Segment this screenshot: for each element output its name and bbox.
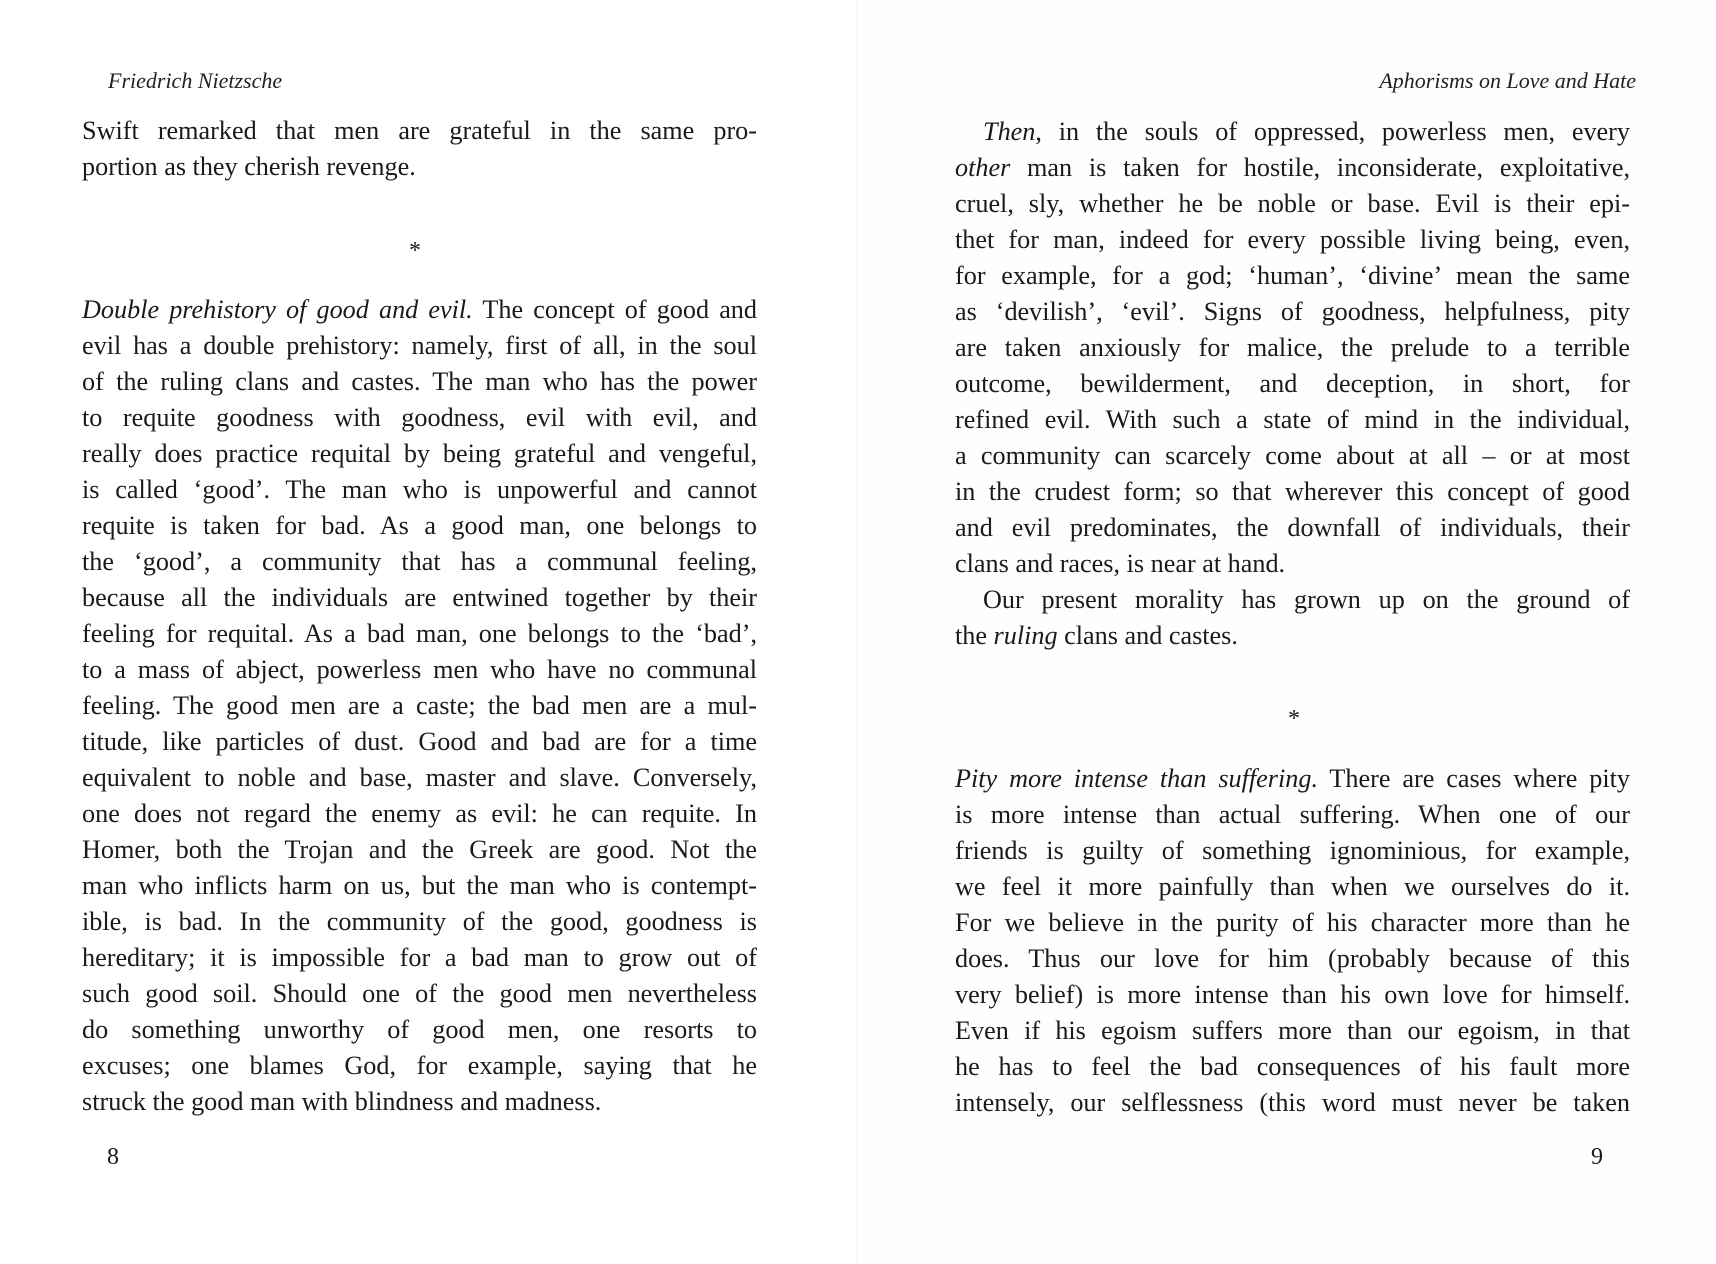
- text-line: a community can scarcely come about at all – or at most: [955, 441, 1630, 470]
- right-page: [858, 0, 1716, 1264]
- text-line: in the crudest form; so that wherever this concept of good: [955, 477, 1630, 506]
- text-line: because all the individuals are entwined together by their: [82, 583, 757, 612]
- text-line: to a mass of abject, powerless men who have no communal: [82, 655, 757, 684]
- text-line: Our present morality has grown up on the ground of: [983, 585, 1630, 614]
- text-line: does. Thus our love for him (probably because of this: [955, 944, 1630, 973]
- text-line: friends is guilty of something ignominious, for example,: [955, 836, 1630, 865]
- text-line: are taken anxiously for malice, the prelude to a terrible: [955, 333, 1630, 362]
- text-line: titude, like particles of dust. Good and bad are for a time: [82, 727, 757, 756]
- running-head-title: Aphorisms on Love and Hate: [1379, 68, 1636, 93]
- text-line: as ‘devilish’, ‘evil’. Signs of goodness, helpfulness, pity: [955, 297, 1630, 326]
- text-line: is more intense than actual suffering. When one of our: [955, 800, 1630, 829]
- text-line: excuses; one blames God, for example, saying that he: [82, 1051, 757, 1080]
- paragraph-double-prehistory: [82, 292, 757, 1120]
- text-line: ible, is bad. In the community of the good, goodness is: [82, 907, 757, 936]
- text-line: really does practice requital by being grateful and vengeful,: [82, 439, 757, 468]
- text-line: Pity more intense than suffering. There are cases where pity: [955, 764, 1630, 793]
- text-line: refined evil. With such a state of mind in the individual,: [955, 405, 1630, 434]
- aphorism-title: Pity more intense than suffering.: [955, 764, 1318, 793]
- text-line: the ‘good’, a community that has a communal feeling,: [82, 547, 757, 576]
- text-line: for example, for a god; ‘human’, ‘divine’ mean the same: [955, 261, 1630, 290]
- text-line: and evil predominates, the downfall of individuals, their: [955, 513, 1630, 542]
- text-line: very belief) is more intense than his own love for himself.: [955, 980, 1630, 1009]
- aphorism-title: Double prehistory of good and evil.: [82, 295, 473, 324]
- text-line: clans and races, is near at hand.: [955, 549, 1286, 578]
- text-line: the ruling clans and castes.: [955, 621, 1238, 650]
- text-line: we feel it more painfully than when we ourselves do it.: [955, 872, 1630, 901]
- text-line: feeling. The good men are a caste; the bad men are a mul-: [82, 691, 757, 720]
- paragraph-pity-intense: [955, 761, 1630, 1121]
- text-line: such good soil. Should one of the good men nevertheless: [82, 979, 757, 1008]
- text-line: do something unworthy of good men, one resorts to: [82, 1015, 757, 1044]
- text-line: struck the good man with blindness and madness.: [82, 1087, 602, 1116]
- text-line: Double prehistory of good and evil. The concept of good and: [82, 295, 757, 324]
- text-line: hereditary; it is impossible for a bad man to grow out of: [82, 943, 757, 972]
- text-line: Then, in the souls of oppressed, powerless men, every: [983, 117, 1630, 146]
- text-line: intensely, our selflessness (this word must never be taken: [955, 1088, 1630, 1117]
- paragraph-then-oppressed: [955, 114, 1630, 654]
- text-line: outcome, bewilderment, and deception, in short, for: [955, 369, 1630, 398]
- text-line: of the ruling clans and castes. The man who has the power: [82, 367, 757, 396]
- text-line: one does not regard the enemy as evil: he can requite. In: [82, 799, 757, 828]
- paragraph-swift: [82, 113, 757, 185]
- text-line: feeling for requital. As a bad man, one belongs to the ‘bad’,: [82, 619, 757, 648]
- text-line: Swift remarked that men are grateful in the same pro-: [82, 116, 757, 145]
- page-number: 9: [1591, 1144, 1603, 1170]
- text-line: Even if his egoism suffers more than our egoism, in that: [955, 1016, 1630, 1045]
- running-head-author: Friedrich Nietzsche: [108, 68, 283, 93]
- text-line: is called ‘good’. The man who is unpowerful and cannot: [82, 475, 757, 504]
- page-number: 8: [107, 1144, 119, 1170]
- section-break-asterisk: *: [409, 238, 421, 264]
- text-line: portion as they cherish revenge.: [82, 152, 416, 181]
- text-line: man who inflicts harm on us, but the man who is contempt-: [82, 871, 757, 900]
- text-line: Homer, both the Trojan and the Greek are good. Not the: [82, 835, 757, 864]
- text-line: thet for man, indeed for every possible living being, even,: [955, 225, 1630, 254]
- section-break-asterisk: *: [1288, 706, 1300, 732]
- text-line: evil has a double prehistory: namely, first of all, in the soul: [82, 331, 757, 360]
- text-line: requite is taken for bad. As a good man, one belongs to: [82, 511, 757, 540]
- text-line: to requite goodness with goodness, evil with evil, and: [82, 403, 757, 432]
- text-line: other man is taken for hostile, inconsiderate, exploitative,: [955, 153, 1630, 182]
- text-line: he has to feel the bad consequences of his fault more: [955, 1052, 1630, 1081]
- text-line: For we believe in the purity of his character more than he: [955, 908, 1630, 937]
- text-line: cruel, sly, whether he be noble or base. Evil is their epi-: [955, 189, 1630, 218]
- text-line: equivalent to noble and base, master and slave. Conversely,: [82, 763, 757, 792]
